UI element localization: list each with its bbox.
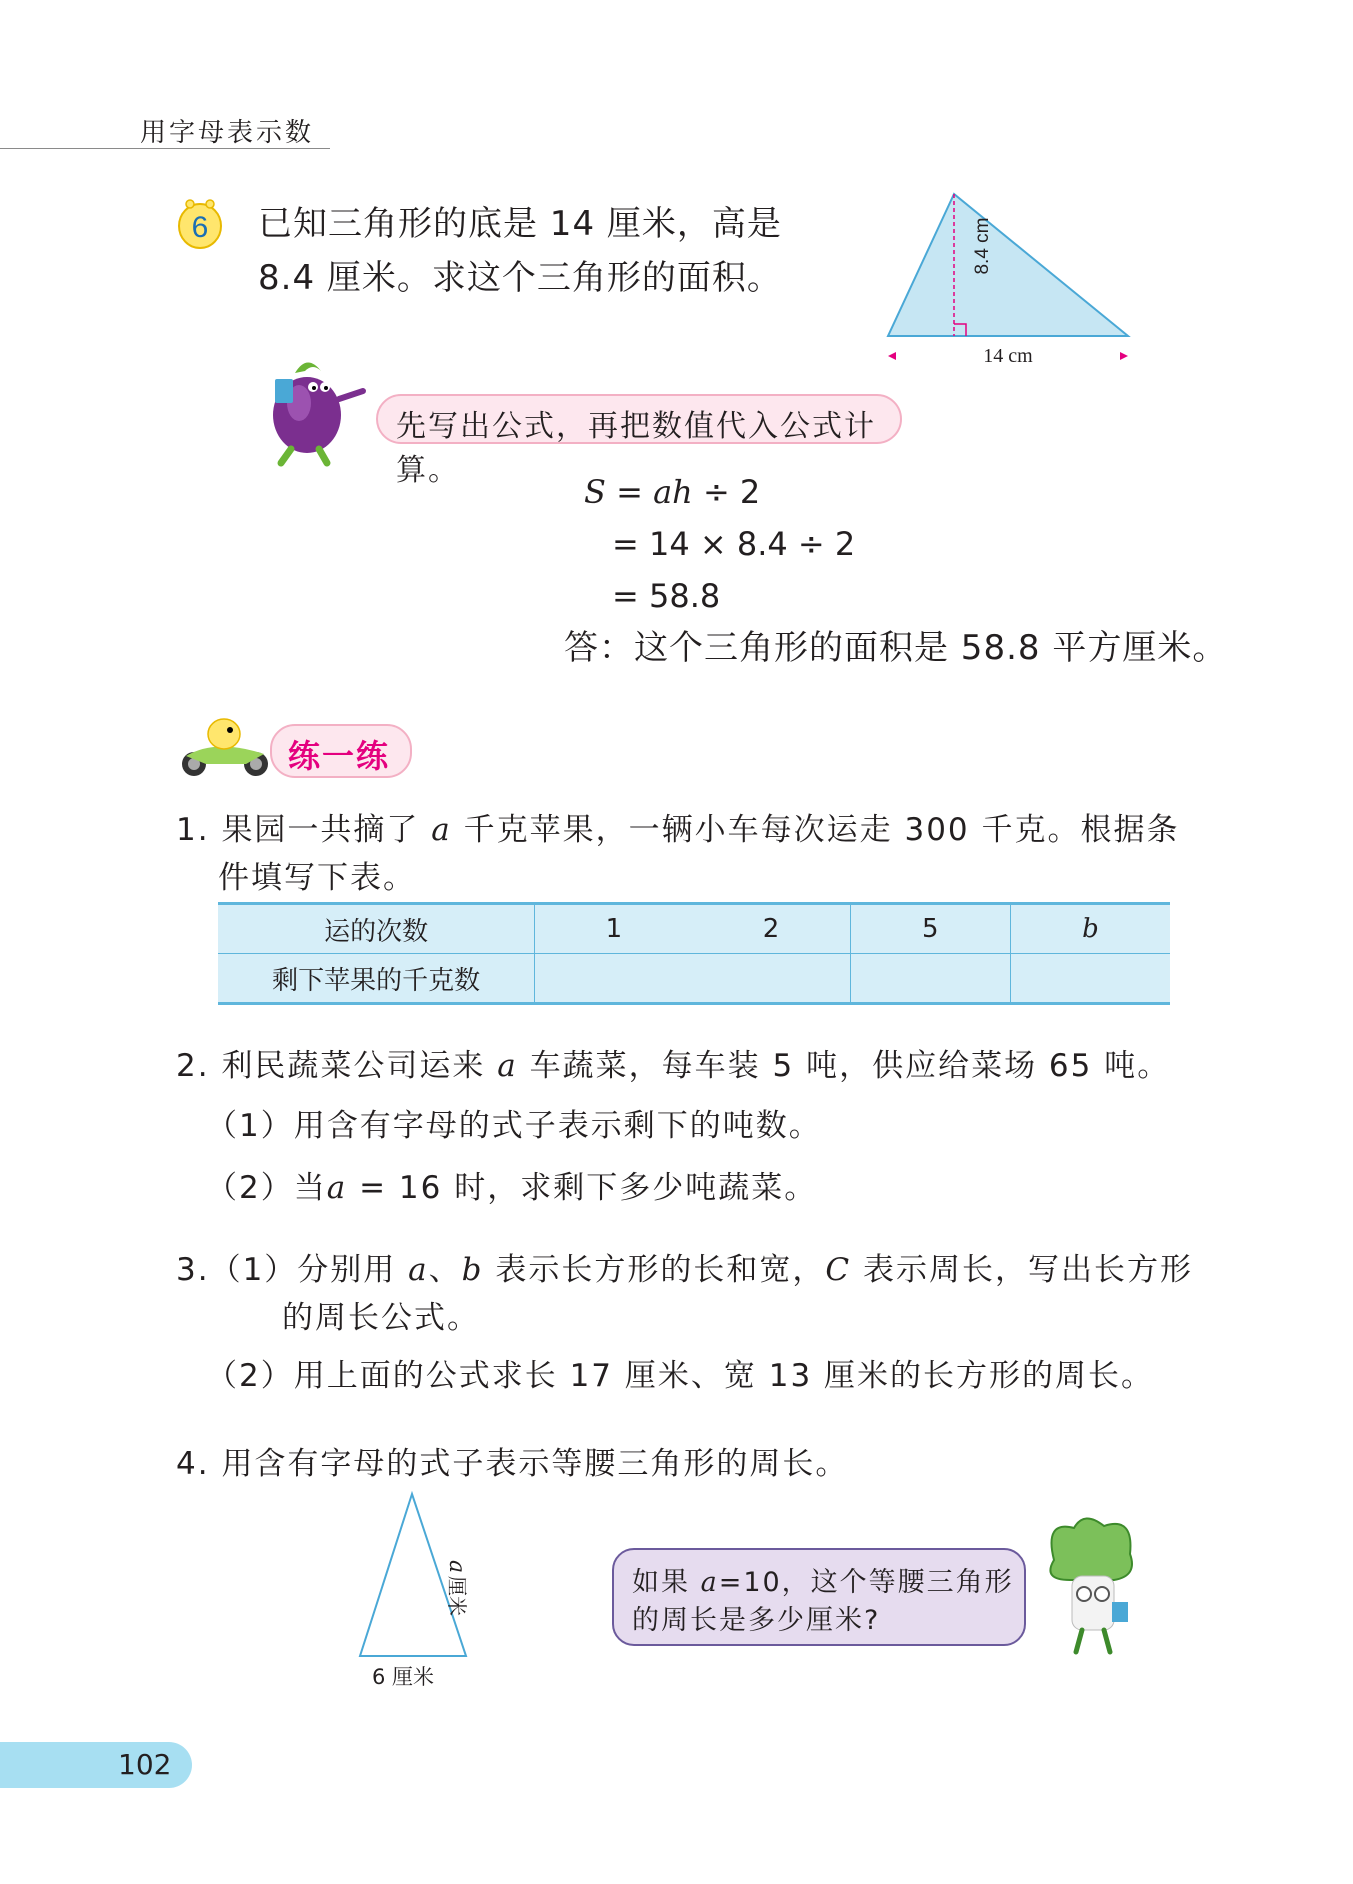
- table-cell: 2: [692, 904, 850, 954]
- q2-number: 2.: [176, 1048, 210, 1084]
- q2-sub1: （1）用含有字母的式子表示剩下的吨数。: [206, 1108, 822, 1144]
- table-row: [218, 954, 1170, 1004]
- q1-table: [218, 902, 1170, 1005]
- isosceles-triangle-figure: [350, 1488, 510, 1698]
- header-rule: [0, 148, 330, 149]
- q1-line2: 件填写下表。: [218, 860, 416, 896]
- q3-line2: 的周长公式。: [282, 1300, 480, 1336]
- page-number: 102: [118, 1748, 172, 1781]
- table-cell-empty[interactable]: [1010, 954, 1170, 1004]
- table-row: [218, 904, 1170, 954]
- triangle-shape: [888, 194, 1128, 336]
- q4-line1: 4. 用含有字母的式子表示等腰三角形的周长。: [176, 1446, 849, 1482]
- isosceles-triangle-shape: [360, 1494, 466, 1656]
- q1-line1: 1. 果园一共摘了 a 千克苹果，一辆小车每次运走 300 千克。根据条: [176, 812, 1180, 848]
- example-text-line1: 已知三角形的底是 14 厘米，高是: [258, 204, 782, 244]
- cabbage-mascot-icon: [1034, 1510, 1144, 1660]
- formula-line1: S = ah ÷ 2: [584, 473, 761, 511]
- example-number: 6: [191, 211, 209, 244]
- table-cell-empty[interactable]: [850, 954, 1010, 1004]
- formula-ah: ah: [653, 473, 693, 511]
- q4-number: 4.: [176, 1446, 210, 1482]
- q2-sub2: （2）当a = 16 时，求剩下多少吨蔬菜。: [206, 1170, 818, 1206]
- base-arrow-left: [888, 352, 896, 360]
- q4-hint-line2: 的周长是多少厘米?: [632, 1605, 881, 1636]
- formula-line2: = 14 × 8.4 ÷ 2: [612, 525, 856, 563]
- height-label: 8.4 cm: [972, 217, 993, 275]
- q4-hint-line1: 如果 a=10，这个等腰三角形: [632, 1567, 1014, 1598]
- example-answer: 答：这个三角形的面积是 58.8 平方厘米。: [564, 628, 1228, 668]
- q3-line1: 3.（1）分别用 a、b 表示长方形的长和宽，C 表示周长，写出长方形: [176, 1252, 1193, 1288]
- q3-sub2: （2）用上面的公式求长 17 厘米、宽 13 厘米的长方形的周长。: [206, 1358, 1155, 1394]
- side-var-label: a: [444, 1560, 469, 1574]
- side-unit-label: 厘米: [445, 1576, 469, 1616]
- hint-bubble: [376, 394, 902, 488]
- formula-s: S: [584, 473, 606, 511]
- example-number-badge: [176, 198, 224, 250]
- example-text-line2: 8.4 厘米。求这个三角形的面积。: [258, 258, 782, 298]
- section-title: 用字母表示数: [140, 118, 315, 148]
- practice-title-badge: [270, 724, 412, 778]
- eggplant-mascot-icon: [255, 343, 375, 468]
- formula-line3: = 58.8: [612, 577, 721, 615]
- table-cell: b: [1010, 904, 1170, 954]
- motorbike-mascot-icon: [176, 716, 276, 778]
- table-cell-empty[interactable]: [535, 954, 850, 1004]
- q2-line1: 2. 利民蔬菜公司运来 a 车蔬菜，每车装 5 吨，供应给菜场 65 吨。: [176, 1048, 1171, 1084]
- base-arrow-right: [1120, 352, 1128, 360]
- q4-hint-bubble: [612, 1548, 1026, 1646]
- base-label: 14 cm: [983, 345, 1033, 367]
- table-header-remaining: 剩下苹果的千克数: [218, 954, 535, 1004]
- q3-number: 3.: [176, 1252, 210, 1288]
- base-length-label: 6 厘米: [372, 1665, 435, 1689]
- q1-number: 1.: [176, 812, 210, 848]
- hint-text: 先写出公式，再把数值代入公式计算。: [396, 409, 876, 488]
- triangle-figure: [880, 186, 1140, 376]
- table-cell: 5: [850, 904, 1010, 954]
- table-header-trips: 运的次数: [218, 904, 535, 954]
- table-cell: 1: [535, 904, 693, 954]
- practice-title: 练一练: [288, 737, 391, 775]
